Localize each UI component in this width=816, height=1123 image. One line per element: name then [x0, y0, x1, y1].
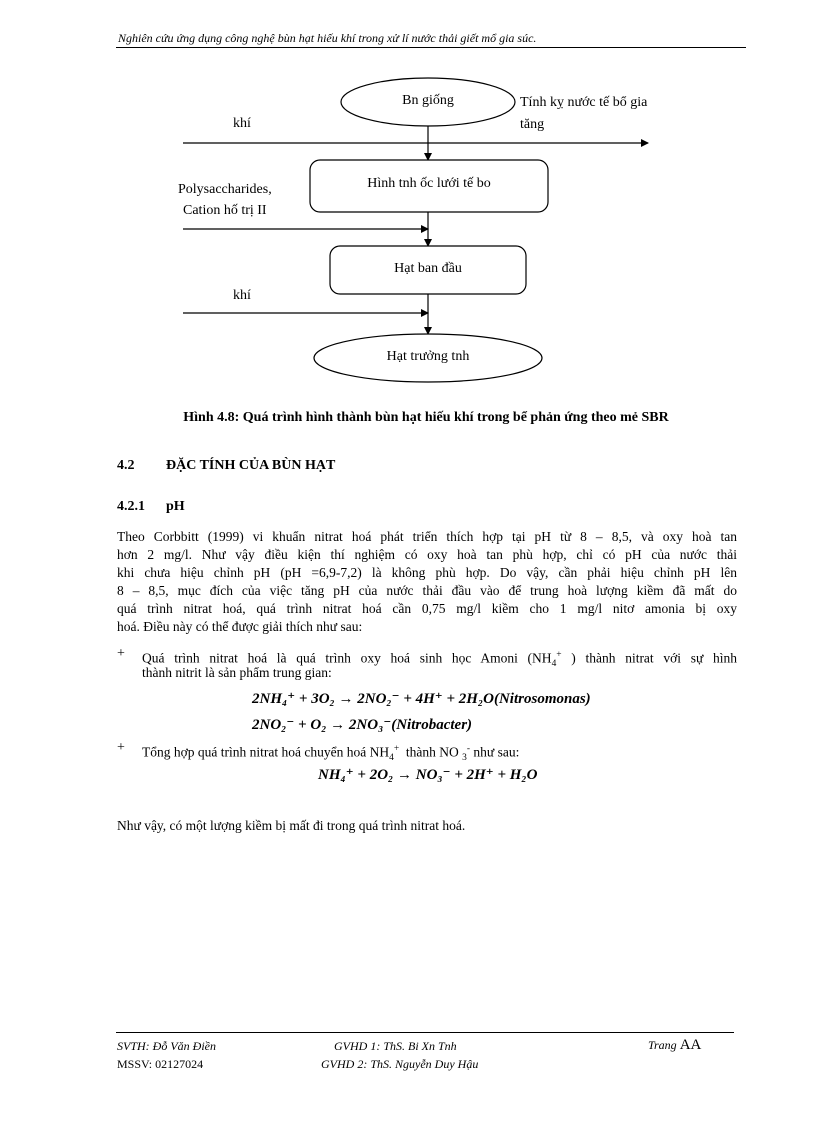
footer-page [648, 1037, 701, 1054]
bullet-mark: + [117, 740, 125, 755]
bullet2-text-c: như sau: [470, 744, 520, 760]
subscript: 3 [462, 753, 467, 764]
superscript: - [466, 744, 471, 754]
bullet1-text-b: ) thành nitrat với sự hình [561, 650, 737, 666]
bullet2-text-a: Tổng hợp quá trình nitrat hoá chuyển hoá NH [142, 744, 390, 760]
superscript: + [556, 650, 562, 660]
footer-author: SVTH: Đỗ Văn Điền [117, 1039, 216, 1053]
page-prefix: Trang [648, 1038, 677, 1052]
paragraph-line: hoá. Điều này có thể được giải thích như sau: [117, 619, 363, 634]
step2-label: Hạt ban đầu [394, 261, 462, 276]
bullet-mark: + [117, 646, 125, 661]
bullet1-line1 [142, 646, 737, 670]
closing-sentence: Như vậy, có một lượng kiềm bị mất đi trong quá trình nitrat hoá. [117, 818, 466, 833]
footer-advisor1: GVHD 1: ThS. Bi Xn Tnh [334, 1039, 457, 1053]
input1-label: khí [233, 116, 251, 131]
paragraph-line: 8 – 8,5, mục đích của việc tăng pH của nước thải đầu vào để trung hoà lượng kiềm đã mất do [117, 583, 737, 598]
section-number: 4.2 [117, 458, 135, 473]
section-title: ĐẶC TÍNH CỦA BÙN HẠT [166, 458, 336, 473]
subscript: 4 [551, 659, 557, 670]
start-note-line2: tăng [520, 117, 545, 132]
bullet2-text-b: thành NO [399, 744, 463, 760]
footer-rule [116, 1032, 734, 1033]
footer-advisor2: GVHD 2: ThS. Nguyễn Duy Hậu [321, 1057, 479, 1071]
input3-label: khí [233, 288, 251, 303]
bullet1-line2: thành nitrit là sản phẩm trung gian: [142, 665, 332, 680]
bullet1-text [142, 646, 737, 682]
end-node-label: Hạt trưởng tnh [386, 349, 470, 364]
input2-label-line1: Polysaccharides, [178, 182, 272, 197]
bullet2-text [142, 740, 737, 767]
start-node-label: Bn giống [402, 93, 454, 108]
running-header: Nghiên cứu ứng dụng công nghệ bùn hạt hiếu khí trong xử lí nước thải giết mổ gia súc. [118, 31, 537, 45]
subscript: 4 [389, 753, 394, 764]
start-note-line1: Tính kỵ nước tế bổ gia [520, 95, 648, 110]
figure-caption: Hình 4.8: Quá trình hình thành bùn hạt hiếu khí trong bể phản ứng theo mẻ SBR [183, 410, 669, 425]
input2-label-line2: Cation hố trị II [183, 203, 267, 218]
equation-nitrobacter: 2NO₂⁻ + O₂ → 2NO₃⁻(Nitrobacter) [252, 717, 473, 733]
paragraph-line: Theo Corbbitt (1999) vi khuẩn nitrat hoá phát triển thích hợp tại pH từ 8 – 8,5, và oxy hoà tan [117, 529, 737, 544]
paragraph-line: khi chưa hiệu chỉnh pH (pH =6,9-7,2) là không phù hợp. Do vậy, cần phải hiệu chỉnh pH lên [117, 565, 737, 580]
paragraph-ph-conditions [117, 528, 737, 636]
superscript: + [393, 744, 400, 754]
footer-student-id: MSSV: 02127024 [117, 1057, 204, 1071]
subsection-title: pH [166, 499, 185, 514]
equation-overall-nitrification: NH₄⁺ + 2O₂ → NO₃⁻ + 2H⁺ + H₂O [318, 767, 538, 783]
page-number: AA [679, 1037, 702, 1053]
bullet1-text-a: Quá trình nitrat hoá là quá trình oxy hoá sinh học Amoni (NH [142, 650, 552, 666]
paragraph-line: quá trình nitrat hoá, quá trình nitrat hoá cần 0,75 mg/l kiềm cho 1 mg/l nitơ amonia bị oxy [117, 601, 737, 616]
step1-label: Hình tnh ốc lưới tế bo [367, 176, 491, 191]
equation-nitrosomonas: 2NH₄⁺ + 3O₂ → 2NO₂⁻ + 4H⁺ + 2H₂O(Nitrosomonas) [252, 691, 591, 707]
subsection-number: 4.2.1 [117, 499, 145, 514]
paragraph-line: hơn 2 mg/l. Như vậy điều kiện thí nghiệm có oxy hoà tan phù hợp, chỉ có pH của nước thải [117, 547, 737, 562]
